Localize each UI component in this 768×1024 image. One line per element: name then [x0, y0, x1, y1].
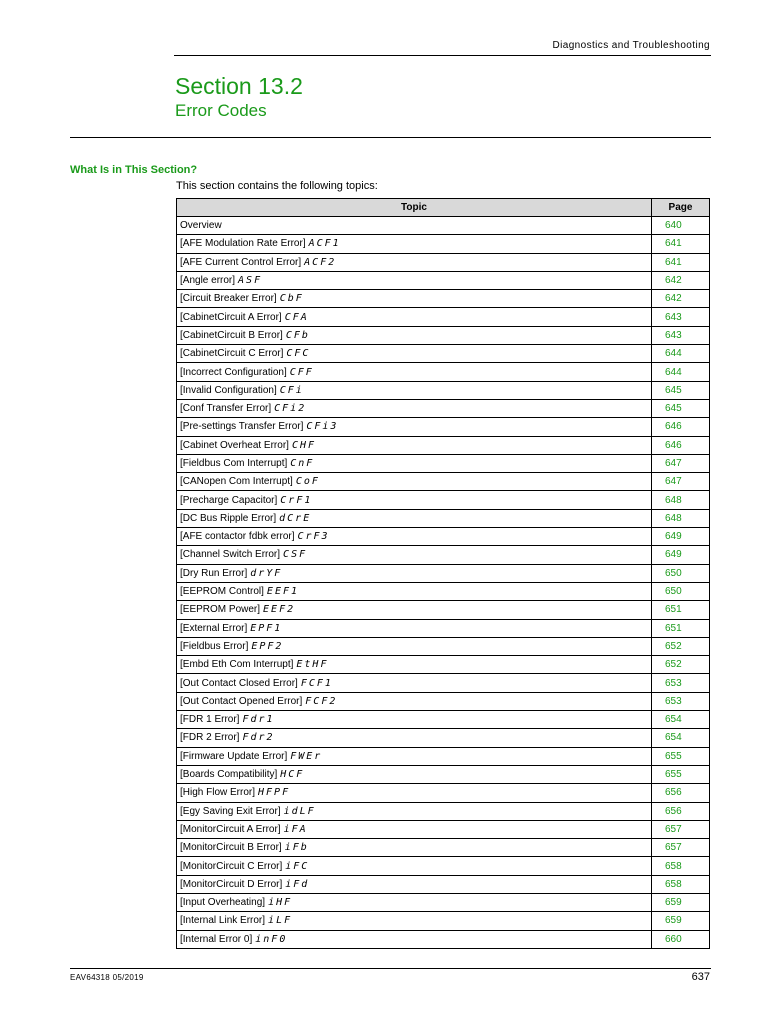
- topic-cell: [177, 308, 652, 326]
- table-row: [177, 674, 710, 692]
- topic-cell: [177, 436, 652, 454]
- error-code: CrF3: [297, 531, 330, 543]
- page-number: 637: [691, 971, 710, 983]
- page-link[interactable]: 657: [652, 839, 710, 857]
- error-code: CFC: [286, 348, 311, 360]
- topic-cell: [177, 692, 652, 710]
- table-row: [177, 363, 710, 381]
- table-row: [177, 345, 710, 363]
- error-code: CSF: [283, 549, 308, 561]
- topic-label: [Internal Error 0]: [180, 933, 253, 945]
- topic-label: [Pre-settings Transfer Error]: [180, 421, 304, 433]
- error-code: Fdr1: [242, 714, 275, 726]
- table-row: [177, 930, 710, 948]
- table-row: [177, 729, 710, 747]
- error-code: CFi: [279, 384, 304, 396]
- topic-cell: [177, 454, 652, 472]
- topic-label: [Angle error]: [180, 275, 236, 287]
- topic-cell: [177, 619, 652, 637]
- topic-cell: [177, 381, 652, 399]
- topic-cell: [177, 473, 652, 491]
- error-code: EEF1: [266, 586, 300, 598]
- page-link[interactable]: 647: [652, 473, 710, 491]
- table-row: [177, 656, 710, 674]
- page-column-header: Page: [652, 199, 710, 217]
- section-number: Section 13.2: [175, 73, 303, 99]
- topic-cell: [177, 784, 652, 802]
- table-row: [177, 765, 710, 783]
- topic-label: [Embd Eth Com Interrupt]: [180, 659, 294, 671]
- topic-label: [EEPROM Control]: [180, 586, 264, 598]
- table-row: [177, 564, 710, 582]
- table-row: [177, 290, 710, 308]
- table-row: [177, 637, 710, 655]
- error-code: CnF: [290, 458, 315, 469]
- page-link[interactable]: 657: [652, 820, 710, 838]
- error-code: FCF2: [305, 695, 338, 707]
- table-row: [177, 784, 710, 802]
- error-code: CFb: [285, 329, 310, 341]
- page-link[interactable]: 652: [652, 656, 710, 674]
- topic-label: [CabinetCircuit C Error]: [180, 348, 284, 360]
- topic-label: [Fieldbus Com Interrupt]: [180, 458, 288, 469]
- error-code: CbF: [279, 293, 304, 305]
- page-link[interactable]: 645: [652, 381, 710, 399]
- page-link[interactable]: 659: [652, 893, 710, 911]
- table-row: [177, 546, 710, 564]
- table-row: [177, 509, 710, 527]
- topic-cell: [177, 271, 652, 289]
- table-row: [177, 528, 710, 546]
- topic-cell: [177, 345, 652, 363]
- chapter-title: Diagnostics and Troubleshooting: [552, 40, 710, 51]
- topic-label: [Dry Run Error]: [180, 567, 248, 579]
- topic-label: [Circuit Breaker Error]: [180, 293, 277, 305]
- topic-label: [Fieldbus Error]: [180, 640, 249, 652]
- error-code: CFi2: [274, 403, 307, 415]
- topic-label: [FDR 2 Error]: [180, 732, 240, 744]
- table-row: [177, 217, 710, 235]
- table-row: [177, 454, 710, 472]
- page-link[interactable]: 644: [652, 363, 710, 381]
- error-code: EEF2: [263, 604, 296, 616]
- table-row: [177, 711, 710, 729]
- topic-label: [Incorrect Configuration]: [180, 366, 287, 378]
- error-code: idLF: [283, 805, 316, 817]
- error-code: HCF: [280, 769, 305, 781]
- topic-label: [External Error]: [180, 622, 248, 634]
- table-row: [177, 692, 710, 710]
- page-link[interactable]: 656: [652, 802, 710, 820]
- page-link[interactable]: 649: [652, 546, 710, 564]
- page-link[interactable]: 648: [652, 491, 710, 509]
- topic-cell: [177, 601, 652, 619]
- section-rule: [70, 137, 711, 138]
- topic-cell: [177, 418, 652, 436]
- topic-label: [Input Overheating]: [180, 897, 266, 909]
- header-rule: [174, 55, 711, 56]
- page-link[interactable]: 659: [652, 912, 710, 930]
- error-code: iFd: [285, 878, 310, 890]
- topic-label: [MonitorCircuit D Error]: [180, 878, 283, 890]
- table-row: [177, 912, 710, 930]
- page-link[interactable]: 643: [652, 308, 710, 326]
- what-is-heading: What Is in This Section?: [70, 164, 198, 176]
- page-link[interactable]: 654: [652, 711, 710, 729]
- table-row: [177, 601, 710, 619]
- error-code: CFi3: [306, 421, 339, 433]
- topic-label: [DC Bus Ripple Error]: [180, 512, 277, 524]
- topic-cell: [177, 765, 652, 783]
- error-code: EPF1: [250, 622, 283, 634]
- topic-cell: [177, 875, 652, 893]
- page-link[interactable]: 647: [652, 454, 710, 472]
- topic-label: [Internal Link Error]: [180, 915, 266, 927]
- table-row: [177, 418, 710, 436]
- topic-cell: [177, 839, 652, 857]
- page-link[interactable]: 654: [652, 729, 710, 747]
- topic-cell: [177, 729, 652, 747]
- table-row: [177, 582, 710, 600]
- intro-text: This section contains the following topics:: [176, 180, 378, 192]
- topic-cell: [177, 326, 652, 344]
- table-row: [177, 308, 710, 326]
- topic-label: [Out Contact Opened Error]: [180, 695, 303, 707]
- table-row: [177, 802, 710, 820]
- footer-rule: [70, 968, 711, 969]
- table-row: [177, 619, 710, 637]
- error-code: FCF1: [300, 677, 333, 689]
- page-link[interactable]: 646: [652, 418, 710, 436]
- topic-cell: [177, 802, 652, 820]
- topic-cell: [177, 290, 652, 308]
- error-code: CoF: [295, 476, 320, 488]
- topic-label: [Channel Switch Error]: [180, 549, 281, 561]
- topic-cell: [177, 546, 652, 564]
- error-code: iLF: [268, 915, 293, 927]
- topic-column-header: Topic: [177, 199, 652, 217]
- topic-cell: [177, 491, 652, 509]
- error-code: EPF2: [251, 640, 284, 652]
- page-link[interactable]: 642: [652, 290, 710, 308]
- error-code: ACF2: [304, 256, 337, 268]
- page-link[interactable]: 643: [652, 326, 710, 344]
- topic-label: [FDR 1 Error]: [180, 714, 240, 726]
- error-code: CFF: [289, 366, 314, 378]
- table-row: [177, 875, 710, 893]
- table-row: [177, 271, 710, 289]
- topic-cell: [177, 363, 652, 381]
- page-link[interactable]: 640: [652, 217, 710, 235]
- topic-label: [High Flow Error]: [180, 787, 256, 799]
- topic-cell: [177, 399, 652, 417]
- topic-label: Overview: [180, 220, 222, 232]
- topic-cell: [177, 217, 652, 235]
- error-code: ASF: [238, 275, 263, 287]
- page-link[interactable]: 655: [652, 747, 710, 765]
- topic-label: [Invalid Configuration]: [180, 384, 277, 396]
- page-link[interactable]: 655: [652, 765, 710, 783]
- topic-cell: [177, 253, 652, 271]
- page-link[interactable]: 660: [652, 930, 710, 948]
- topic-label: [Firmware Update Error]: [180, 750, 288, 762]
- topic-label: [CabinetCircuit B Error]: [180, 329, 283, 341]
- page-link[interactable]: 644: [652, 345, 710, 363]
- topic-label: [MonitorCircuit C Error]: [180, 860, 283, 872]
- table-row: [177, 326, 710, 344]
- document-reference: EAV64318 05/2019: [70, 973, 144, 982]
- topic-label: [Egy Saving Exit Error]: [180, 805, 281, 817]
- topic-cell: [177, 930, 652, 948]
- table-row: [177, 381, 710, 399]
- error-code: ACF1: [308, 238, 341, 250]
- error-code: dCrE: [279, 512, 312, 524]
- page-link[interactable]: 645: [652, 399, 710, 417]
- topic-cell: [177, 656, 652, 674]
- topic-cell: [177, 528, 652, 546]
- topic-label: [Cabinet Overheat Error]: [180, 439, 289, 451]
- error-code: EtHF: [296, 659, 329, 671]
- error-code: iFb: [284, 842, 309, 854]
- topic-cell: [177, 857, 652, 875]
- section-name: Error Codes: [175, 101, 267, 120]
- page-link[interactable]: 652: [652, 637, 710, 655]
- topic-label: [Boards Compatibility]: [180, 769, 278, 781]
- page-link[interactable]: 651: [652, 601, 710, 619]
- topic-cell: [177, 820, 652, 838]
- topic-cell: [177, 564, 652, 582]
- error-code: HFPF: [258, 787, 291, 799]
- topic-label: [MonitorCircuit B Error]: [180, 842, 282, 854]
- topic-label: [Conf Transfer Error]: [180, 403, 272, 415]
- table-row: [177, 473, 710, 491]
- topic-label: [Out Contact Closed Error]: [180, 677, 298, 689]
- page-link[interactable]: 656: [652, 784, 710, 802]
- page-link[interactable]: 641: [652, 235, 710, 253]
- error-code: iFC: [285, 860, 310, 872]
- page-link[interactable]: 651: [652, 619, 710, 637]
- topic-cell: [177, 893, 652, 911]
- table-row: [177, 893, 710, 911]
- table-row: [177, 820, 710, 838]
- table-row: [177, 747, 710, 765]
- page-link[interactable]: 653: [652, 674, 710, 692]
- table-row: [177, 235, 710, 253]
- topic-cell: [177, 674, 652, 692]
- topic-label: [Precharge Capacitor]: [180, 494, 278, 506]
- error-code: FWEr: [290, 750, 323, 762]
- table-row: [177, 857, 710, 875]
- error-code: CHF: [291, 439, 316, 451]
- topic-cell: [177, 235, 652, 253]
- page-link[interactable]: 648: [652, 509, 710, 527]
- page-link[interactable]: 642: [652, 271, 710, 289]
- topic-cell: [177, 912, 652, 930]
- topic-cell: [177, 747, 652, 765]
- table-row: [177, 436, 710, 454]
- page-link[interactable]: 658: [652, 857, 710, 875]
- topic-label: [AFE Modulation Rate Error]: [180, 238, 306, 250]
- page-link[interactable]: 646: [652, 436, 710, 454]
- error-code: Fdr2: [242, 732, 275, 744]
- table-row: [177, 491, 710, 509]
- table-row: [177, 839, 710, 857]
- error-code: CrF1: [280, 494, 313, 506]
- table-row: [177, 399, 710, 417]
- page-link[interactable]: 650: [652, 582, 710, 600]
- topic-cell: [177, 637, 652, 655]
- page-link[interactable]: 650: [652, 564, 710, 582]
- table-row: [177, 253, 710, 271]
- topic-label: [AFE contactor fdbk error]: [180, 531, 295, 543]
- topics-table: [176, 198, 710, 949]
- topic-label: [AFE Current Control Error]: [180, 256, 302, 268]
- page-link[interactable]: 653: [652, 692, 710, 710]
- error-code: inF0: [255, 933, 288, 945]
- topic-label: [EEPROM Power]: [180, 604, 261, 616]
- error-code: iFA: [283, 823, 308, 835]
- page-link[interactable]: 641: [652, 253, 710, 271]
- topic-cell: [177, 582, 652, 600]
- error-code: drYF: [250, 567, 283, 579]
- table-header-row: [177, 199, 710, 217]
- topic-label: [MonitorCircuit A Error]: [180, 823, 281, 835]
- topic-label: [CANopen Com Interrupt]: [180, 476, 293, 488]
- error-code: iHF: [268, 897, 293, 909]
- topic-cell: [177, 711, 652, 729]
- page-link[interactable]: 649: [652, 528, 710, 546]
- page-link[interactable]: 658: [652, 875, 710, 893]
- topic-cell: [177, 509, 652, 527]
- topics-table-body: [177, 217, 710, 949]
- topic-label: [CabinetCircuit A Error]: [180, 311, 282, 323]
- error-code: CFA: [284, 311, 309, 323]
